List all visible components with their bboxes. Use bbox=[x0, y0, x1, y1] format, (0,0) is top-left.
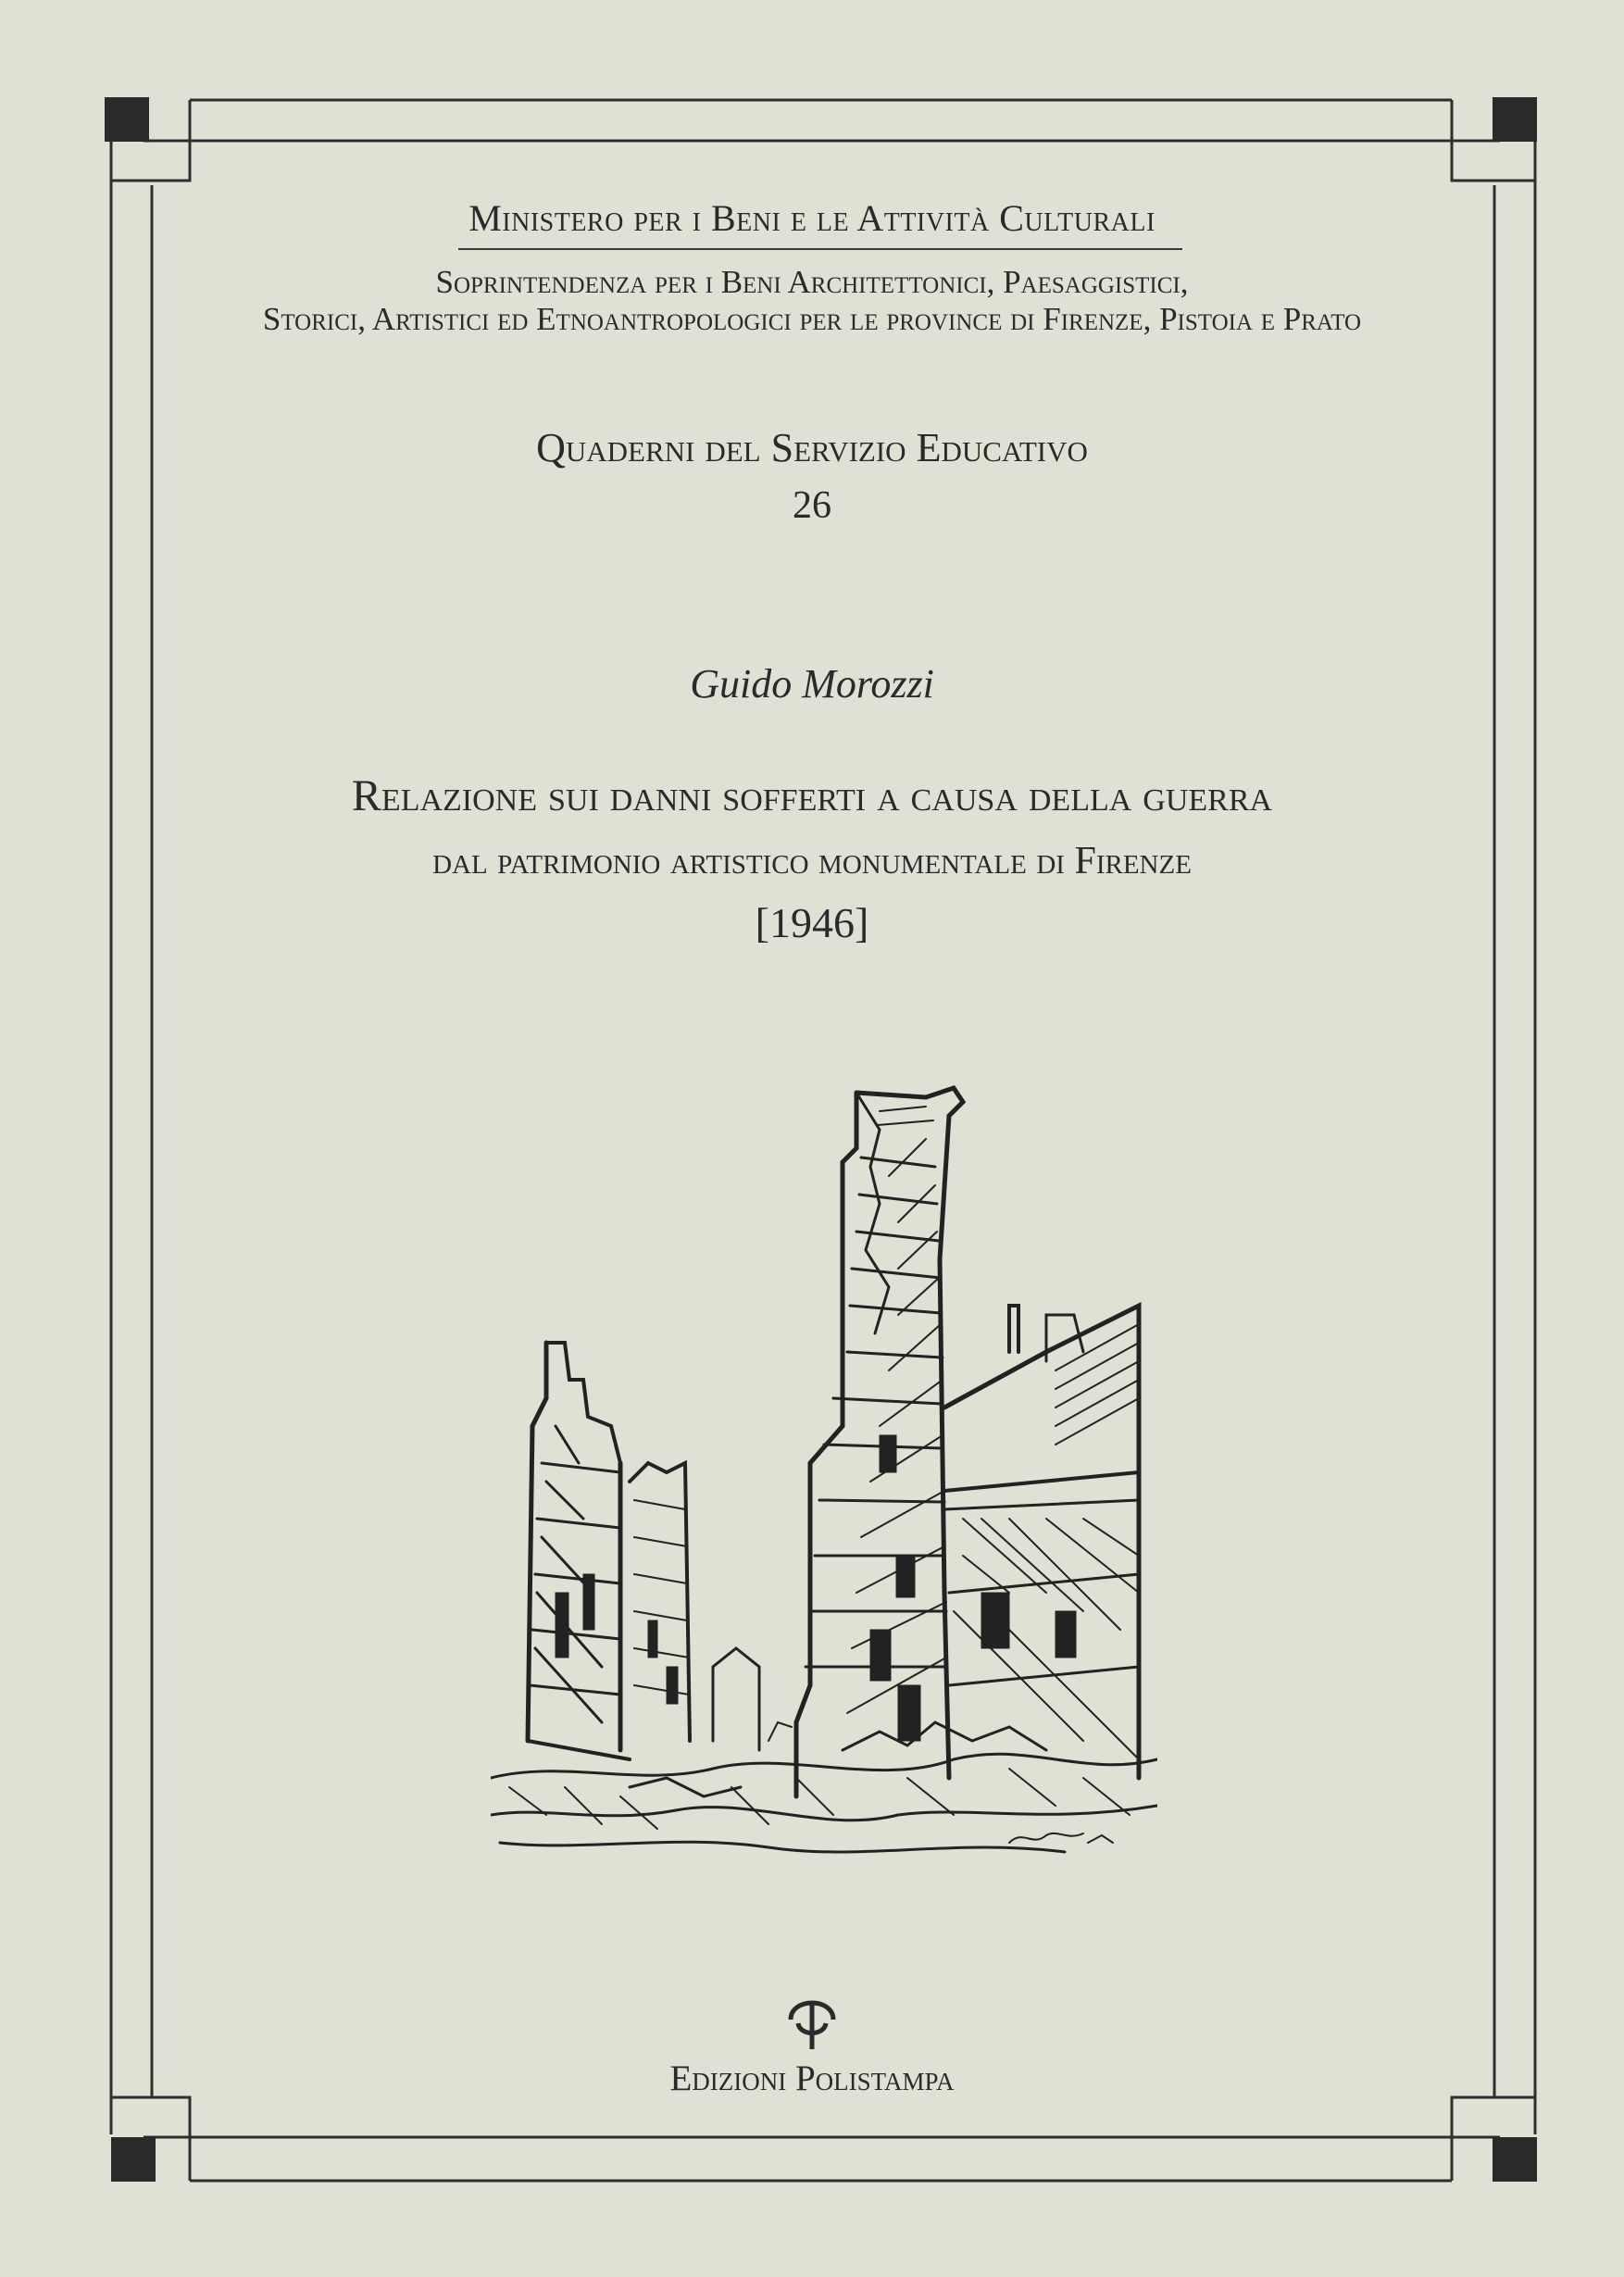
heading-rule bbox=[458, 248, 1182, 250]
publication-year: [1946] bbox=[755, 899, 869, 946]
series-title: Quaderni del Servizio Educativo bbox=[536, 425, 1088, 470]
publisher-name: Edizioni Polistampa bbox=[669, 2058, 955, 2098]
book-title-line-1: Relazione sui danni sofferti a causa della guerra bbox=[351, 771, 1273, 820]
author-name: Guido Morozzi bbox=[690, 661, 934, 707]
series-number: 26 bbox=[793, 484, 831, 527]
soprintendenza-line-2: Storici, Artistici ed Etnoantropologici per le province di Firenze, Pistoia e Prato bbox=[262, 301, 1362, 337]
ministry-heading: Ministero per i Beni e le Attività Culturali bbox=[468, 197, 1156, 239]
soprintendenza-line-1: Soprintendenza per i Beni Architettonici, Paesaggistici, bbox=[435, 264, 1189, 300]
sketch-of-war-ruins bbox=[491, 1074, 1157, 1870]
book-title-line-2: dal patrimonio artistico monumentale di Firenze bbox=[432, 840, 1192, 882]
polistampa-logo-icon bbox=[780, 1986, 844, 2053]
